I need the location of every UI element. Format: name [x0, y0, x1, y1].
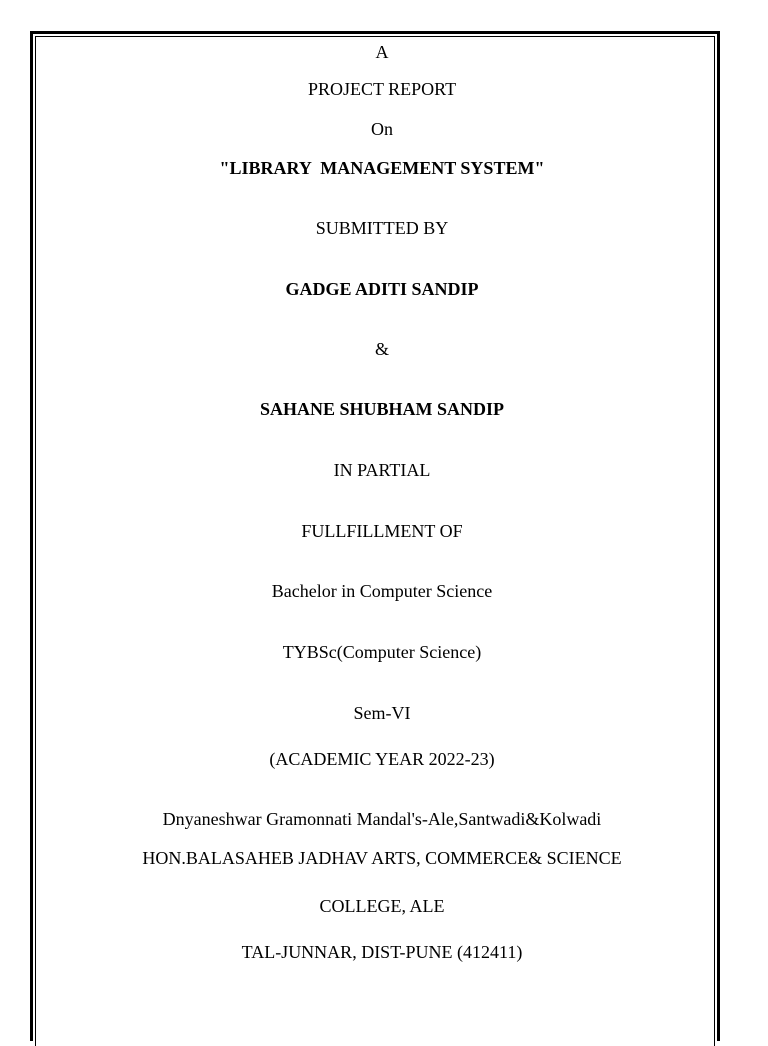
- submitted-by-label: SUBMITTED BY: [315, 218, 449, 238]
- intro-text: A: [375, 42, 389, 62]
- partial-text: IN PARTIAL: [333, 460, 431, 480]
- ampersand: &: [374, 339, 389, 359]
- college-name-line-2: COLLEGE, ALE: [319, 896, 445, 916]
- author-1-name: GADGE ADITI SANDIP: [285, 279, 479, 299]
- fulfillment-text: FULLFILLMENT OF: [301, 521, 463, 541]
- semester: Sem-VI: [353, 703, 411, 723]
- project-title: "LIBRARY MANAGEMENT SYSTEM": [219, 158, 545, 178]
- college-address: TAL-JUNNAR, DIST-PUNE (412411): [241, 942, 523, 962]
- mandal-name: Dnyaneshwar Gramonnati Mandal's-Ale,Santwadi&Kolwadi: [162, 809, 602, 829]
- author-2-name: SAHANE SHUBHAM SANDIP: [259, 399, 505, 419]
- on-text: On: [371, 119, 393, 139]
- document-type: PROJECT REPORT: [307, 79, 457, 99]
- degree-name: Bachelor in Computer Science: [271, 581, 493, 601]
- academic-year: (ACADEMIC YEAR 2022-23): [269, 749, 495, 769]
- college-name-line-1: HON.BALASAHEB JADHAV ARTS, COMMERCE& SCIENCE: [142, 848, 622, 868]
- class-name: TYBSc(Computer Science): [282, 642, 482, 662]
